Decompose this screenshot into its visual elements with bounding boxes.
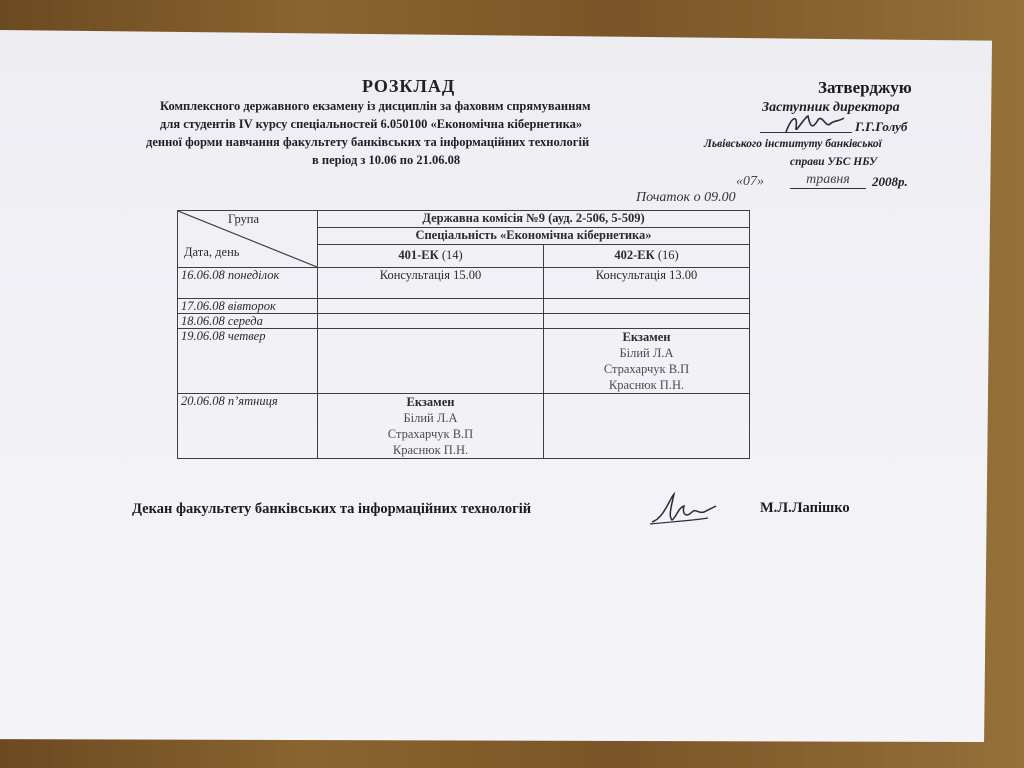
exam-cell-402 <box>544 329 750 394</box>
row-date: 17.06.08 вівторок <box>178 299 318 314</box>
schedule-table <box>177 210 750 459</box>
approval-date-year: 2008р. <box>872 174 908 189</box>
corner-cell <box>178 211 318 268</box>
exam-heading: Екзамен <box>406 395 455 409</box>
approval-institution-1: Львівського інституту банківської <box>704 138 882 150</box>
row-date: 16.06.08 понеділок <box>178 268 318 299</box>
row-cell-401 <box>318 314 544 329</box>
approval-name: Г.Г.Голуб <box>855 119 908 134</box>
subtitle-line-1: Комплексного державного екзамену із дисциплін за фаховим спрямуванням <box>160 99 591 113</box>
approval-date-day: «07» <box>736 174 764 189</box>
examiner: Краснюк П.Н. <box>392 443 469 457</box>
row-cell-402 <box>544 394 750 459</box>
table-row <box>178 314 750 329</box>
group-402 <box>544 245 750 268</box>
specialty-header: Спеціальність «Економічна кібернетика» <box>318 228 750 245</box>
examiner: Страхарчук В.П <box>603 362 690 376</box>
start-time: Початок о 09.00 <box>636 190 736 205</box>
subtitle-line-4: в період з 10.06 по 21.06.08 <box>312 153 461 167</box>
table-header-row <box>178 211 750 228</box>
dean-name: М.Л.Лапішко <box>760 500 850 516</box>
examiner: Страхарчук В.П <box>387 427 474 441</box>
examiner: Краснюк П.Н. <box>608 378 685 392</box>
table-row <box>178 268 750 299</box>
dean-title: Декан факультету банківських та інформаційних технологій <box>132 501 532 517</box>
director-signature <box>782 110 848 138</box>
dean-signature <box>648 488 718 528</box>
row-cell-402 <box>544 314 750 329</box>
subtitle-line-2: для студентів IV курсу спеціальностей 6.050100 «Економічна кібернетика» <box>160 117 583 131</box>
row-cell-401 <box>318 299 544 314</box>
row-cell-401 <box>318 329 544 394</box>
row-cell-402 <box>544 299 750 314</box>
approval-institution-2: справи УБС НБУ <box>790 156 878 168</box>
approval-position: Заступник директора <box>762 100 900 115</box>
row-date: 20.06.08 п’ятниця <box>178 394 318 459</box>
exam-cell-401 <box>318 394 544 459</box>
subtitle-line-3: денної форми навчання факультету банківських та інформаційних технологій <box>146 135 590 149</box>
commission-header: Державна комісія №9 (ауд. 2-506, 5-509) <box>318 211 750 228</box>
row-date: 19.06.08 четвер <box>178 329 318 394</box>
approval-date-month: травня <box>790 172 866 189</box>
examiner: Білий Л.А <box>619 346 674 360</box>
examiner: Білий Л.А <box>403 411 458 425</box>
row-cell-402: Консультація 13.00 <box>544 268 750 299</box>
approval-heading: Затверджую <box>818 78 912 97</box>
group-401 <box>318 245 544 268</box>
group-name: 401-ЕК <box>398 248 439 263</box>
group-count: (14) <box>441 248 463 263</box>
document-title: РОЗКЛАД <box>362 76 456 96</box>
group-count: (16) <box>657 248 679 263</box>
exam-heading: Екзамен <box>622 330 671 344</box>
table-row <box>178 394 750 459</box>
table-row <box>178 329 750 394</box>
row-cell-401: Консультація 15.00 <box>318 268 544 299</box>
corner-date-label: Дата, день <box>184 245 240 259</box>
group-name: 402-ЕК <box>614 248 655 263</box>
corner-group-label: Група <box>228 212 260 226</box>
table-row <box>178 299 750 314</box>
row-date: 18.06.08 середа <box>178 314 318 329</box>
